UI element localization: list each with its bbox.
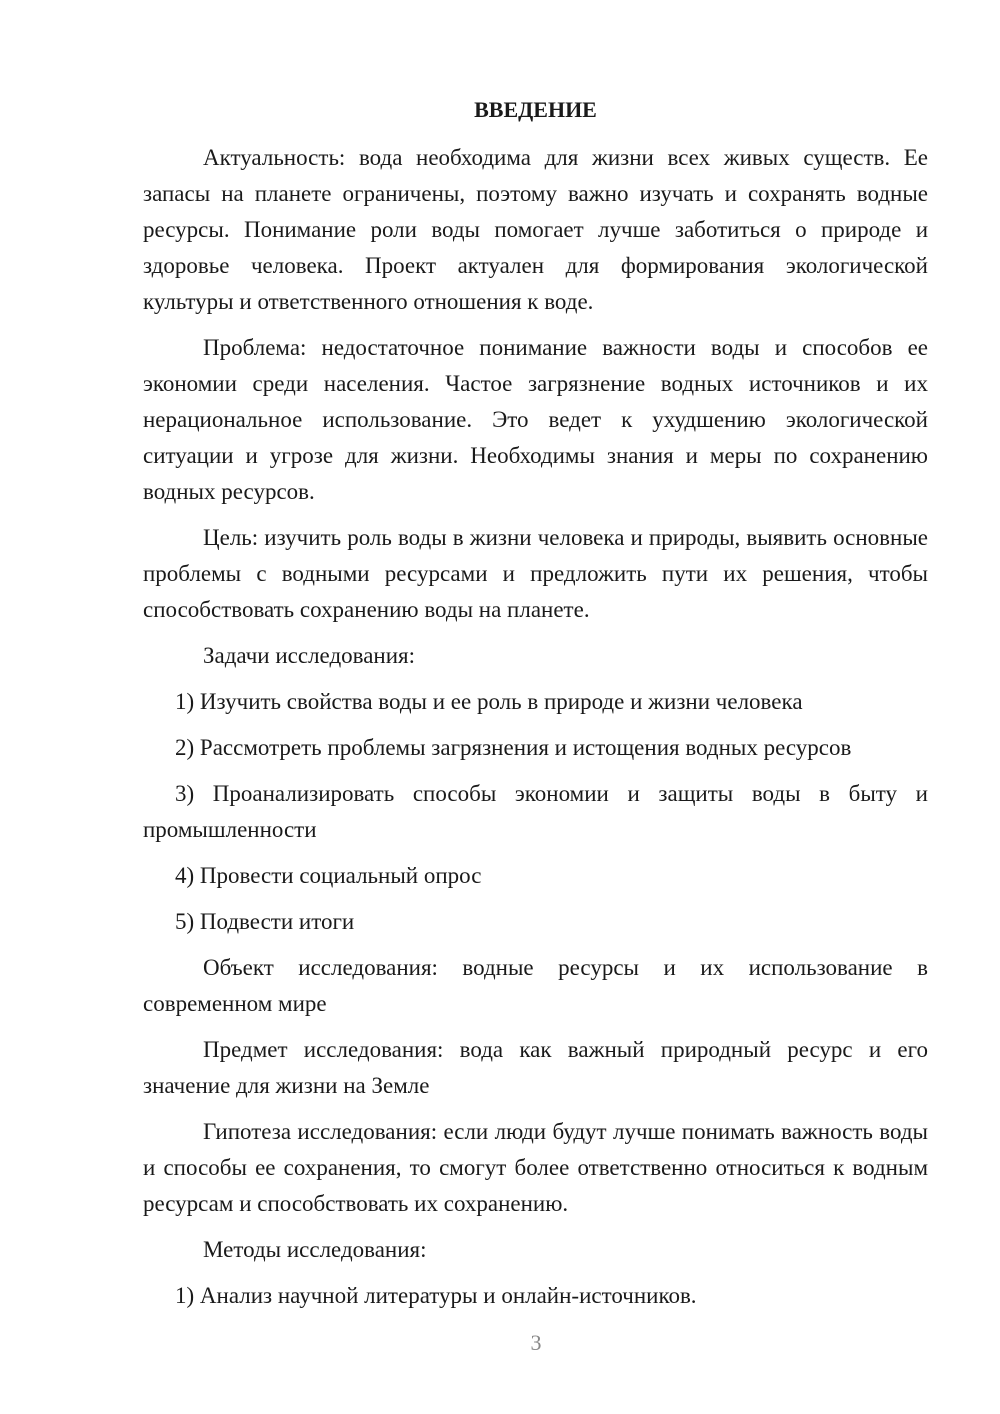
relevance-paragraph: Актуальность: вода необходима для жизни всех живых существ. Ее запасы на планете ограничены, поэтому важно изучать и сохранять водные ресурсы. Понимание роли воды помогает лучше заботиться о природе и здоровье человека. Проект актуален для формирования экологической культуры и ответственного отношения к воде.: [143, 145, 928, 314]
methods-heading: Методы исследования:: [203, 1237, 427, 1262]
task-item-1: 1) Изучить свойства воды и ее роль в природе и жизни человека: [175, 689, 803, 714]
method-item-1: 1) Анализ научной литературы и онлайн-источников.: [175, 1283, 697, 1308]
document-page: [143, 92, 928, 1324]
task-item-3: 3) Проанализировать способы экономии и защиты воды в быту и промышленности: [143, 781, 928, 842]
section-title: ВВЕДЕНИЕ: [474, 97, 597, 122]
subject-paragraph: Предмет исследования: вода как важный природный ресурс и его значение для жизни на Земле: [143, 1037, 928, 1098]
tasks-heading: Задачи исследования:: [203, 643, 416, 668]
goal-paragraph: Цель: изучить роль воды в жизни человека и природы, выявить основные проблемы с водными ресурсами и предложить пути их решения, чтобы способствовать сохранению воды на планете.: [143, 525, 928, 622]
task-item-4: 4) Провести социальный опрос: [175, 863, 482, 888]
hypothesis-paragraph: Гипотеза исследования: если люди будут лучше понимать важность воды и способы ее сохранения, то смогут более ответственно относиться к водным ресурсам и способствовать их сохранению.: [143, 1119, 928, 1216]
task-item-2: 2) Рассмотреть проблемы загрязнения и истощения водных ресурсов: [175, 735, 852, 760]
page-number: 3: [530, 1330, 542, 1355]
object-paragraph: Объект исследования: водные ресурсы и их использование в современном мире: [143, 955, 928, 1016]
problem-paragraph: Проблема: недостаточное понимание важности воды и способов ее экономии среди населения. Частое загрязнение водных источников и их нерациональное использование. Это ведет к ухудшению экологической ситуации и угрозе для жизни. Необходимы знания и меры по сохранению водных ресурсов.: [143, 335, 928, 504]
task-item-5: 5) Подвести итоги: [175, 909, 355, 934]
